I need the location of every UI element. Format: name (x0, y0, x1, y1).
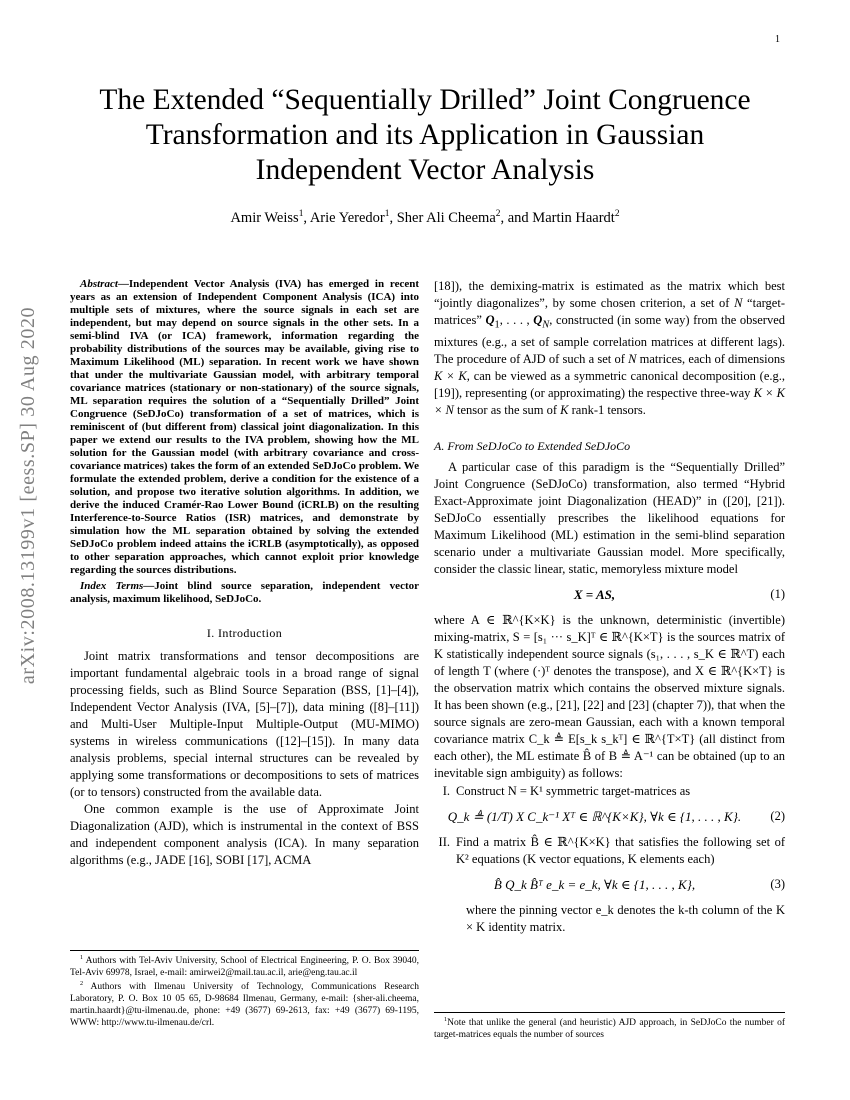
footnote-right (434, 1012, 785, 1041)
text-run: rank-1 tensors. (568, 402, 646, 417)
author-name: Amir Weiss (230, 210, 299, 226)
math-symbol: N (734, 296, 743, 310)
list-marker: II. (438, 834, 450, 849)
equation-3 (434, 873, 785, 897)
author-name: , Arie Yeredor (303, 210, 385, 226)
text-run: tensor as the sum of (453, 402, 561, 417)
footnote-text: Authors with Tel-Aviv University, School of Electrical Engineering, P. O. Box 39040, Tel-Aviv 69978, Israel, e-mail: amirwei2@mail.tau.ac.il, arie@eng.tau.ac.il (70, 956, 419, 978)
list-content: Find a matrix B̂ ∈ ℝ^{K×K} that satisfies the following set of K² equations (K vector equations, K elements each) (456, 834, 785, 866)
footnote-affiliation-2 (70, 981, 419, 1029)
math-symbol: N (628, 351, 637, 366)
page-number: 1 (775, 34, 780, 45)
math-subscript: N (542, 319, 550, 331)
subsection-heading-sedjoco: A. From SeDJoCo to Extended SeDJoCo (434, 438, 631, 453)
author-affiliation-mark: 2 (495, 209, 501, 220)
footnote-mark: 2 (80, 980, 84, 987)
abstract-label: Abstract (80, 278, 118, 290)
footnote-affiliation-1 (70, 955, 419, 979)
footnote-sedjoco (434, 1017, 785, 1041)
text-run: , . . . , (499, 313, 534, 327)
abstract (70, 278, 419, 577)
intro-paragraph-2: One common example is the use of Approximate Joint Diagonalization (AJD), which is instrumental in the context of BSS and independent component analysis (ICA). In many separation algorithms (e.g., JADE [16], SOBI [17], ACMA (70, 802, 419, 867)
sedjoco-paragraph: A particular case of this paradigm is the “Sequentially Drilled” Joint Congruence (SeDJoCo) transformation, also termed “Hybrid Exact-Approximate joint Diagonalization (HEAD)” in ([20], [21]). SeDJoCo essentially prescribes the likelihood equations for Maximum Likelihood (ML) estimation in the semi-blind separation scenario under a multivariate Gaussian model. More specifically, consider the classic linear, static, memoryless mixture model (434, 459, 785, 576)
math-symbol: Q (485, 313, 495, 327)
equation-body: Q_k ≜ (1/T) X C_k⁻¹ Xᵀ ∈ ℝ^{K×K}, ∀k ∈ {1, . . . , K}. (447, 809, 742, 824)
text-run: [18]), the demixing-matrix is estimated as the matrix which best “jointly diagonalizes”, by some chosen criterion, a set of (434, 279, 785, 310)
arxiv-side-stamp (8, 285, 50, 705)
section-heading-introduction: I. Introduction (206, 626, 283, 640)
list-marker: I. (442, 783, 450, 798)
math-symbol: K × K × N (434, 385, 785, 417)
text-run: “target-matrices” (434, 296, 785, 327)
author-name: , and Martin Haardt (500, 210, 615, 226)
equation-number: (3) (770, 877, 785, 891)
math-symbol: K (560, 402, 569, 417)
index-terms-text: —Joint blind source separation, independent vector analysis, maximum likelihood, SeDJoCo. (70, 580, 419, 605)
intro-paragraph-1: Joint matrix transformations and tensor decompositions are important fundamental algebraic tools in a broad range of signal processing fields, such as Blind Source Separation (BSS, [1]–[4]), Independent Vector Analysis (IVA, [5]–[7]), data mining ([8]–[11]) and Multi-User Multiple-Input Multiple-Output (MU-MIMO) systems in wireless communications ([12]–[15]). In many data analysis problems, special internal structures can be revealed by applying some transformations or decompositions to sets of matrices (or to tensors) constructed from the available data. (70, 649, 419, 799)
equation-number: (2) (770, 809, 785, 823)
footnote-text: Authors with Ilmenau University of Technology, Communications Research Laboratory, P. O. Box 10 05 65, D-98684 Ilmenau, Germany, e-mail: {sher-ali.cheema, martin.haardt}@tu-ilmenau.de, phone: +49 (3677) 69-2613, fax: +49 (3677) 69-1195, WWW: http://www.tu-ilmenau.de/crl. (70, 982, 419, 1028)
math-symbol: Q (533, 313, 543, 327)
equation-body: X = AS, (573, 587, 616, 602)
arxiv-stamp-text: arXiv:2008.13199v1 [eess.SP] 30 Aug 2020 (17, 306, 40, 684)
index-terms (70, 580, 419, 606)
list-item-find (434, 834, 785, 868)
equation-1 (434, 583, 785, 607)
equation-2 (434, 805, 785, 829)
paper-title: The Extended “Sequentially Drilled” Joint Congruence Transformation and its Application in Gaussian Independent Vector Analysis (99, 84, 751, 186)
footnotes-left (70, 950, 419, 1029)
pinning-vector-paragraph: where the pinning vector e_k denotes the k-th column of the K × K identity matrix. (466, 902, 785, 934)
footnote-mark: 1 (444, 1016, 448, 1023)
footnote-text: Note that unlike the general (and heuristic) AJD approach, in SeDJoCo the number of target-matrices equals the number of sources (434, 1018, 785, 1040)
right-column (434, 278, 785, 936)
list-content: Construct N = K¹ symmetric target-matrices as (456, 783, 691, 798)
text-run: matrices, each of dimensions (636, 351, 786, 366)
author-affiliation-mark: 1 (298, 209, 304, 220)
author-affiliation-mark: 2 (614, 209, 620, 220)
math-symbol: K × K (434, 368, 467, 383)
mixture-model-paragraph: where A ∈ ℝ^{K×K} is the unknown, deterministic (invertible) mixing-matrix, S = [s₁ ··· s_K]ᵀ ∈ ℝ^{K×T} is the sources matrix of K statistically independent source signals (s₁, . . . , s_K ∈ ℝ^T) each of length T (where (·)ᵀ denotes the transpose), and X ∈ ℝ^{K×T} is the observation matrix which contains the observed mixture signals. It has been shown (e.g., [21], [22] and [23] (chapter 7)), that when the source signals are zero-mean Gaussian, each with a known temporal covariance matrix C_k ≜ E[s_k s_kᵀ] ∈ ℝ^{T×T} (all distinct from each other), the ML estimate B̂ of B ≜ A⁻¹ can be obtained (up to an inevitable sign ambiguity) as follows: (434, 612, 785, 780)
footnote-mark: 1 (80, 954, 84, 961)
abstract-text: —Independent Vector Analysis (IVA) has emerged in recent years as an extension of Independent Component Analysis (ICA) into multiple sets of mixtures, where the source signals in each set are independent, but may depend on source signals in the other sets. In a semi-blind IVA (or ICA) framework, information regarding the probability distributions of the sources may be available, giving rise to Maximum Likelihood (ML) separation. In recent work we have shown that under the multivariate Gaussian model, with arbitrary temporal covariance matrices (stationary or non-stationary) of the source signals, ML separation requires the solution of a “Sequentially Drilled” Joint Congruence (SeDJoCo) transformation of a set of matrices, which is reminiscent of (but different from) classical joint diagonalization. In this paper we extend our results to the IVA problem, showing how the ML solution for the Gaussian model (with arbitrary covariance and cross-covariance matrices) takes the form of an extended SeDJoCo problem. We formulate the extended problem, derive a condition for the existence of a solution, and propose two iterative solution algorithms. In addition, we derive the induced Cramér-Rao Lower Bound (iCRLB) on the resulting Interference-to-Source Ratios (ISR) matrices, and demonstrate by simulation how the ML separation obtained by solving the extended SeDJoCo problem indeed attains the iCRLB (asymptotically), as opposed to other separation approaches, which cannot exploit prior knowledge regarding the sources distributions. (70, 278, 419, 576)
list-item-construct (434, 783, 785, 800)
math-subscript: 1 (494, 319, 500, 331)
author-list (70, 210, 780, 227)
text-run: , can be viewed as a symmetric canonical decomposition (e.g., [19]), representing (or approximating) the respective three-way (434, 368, 785, 400)
index-terms-label: Index Terms (80, 580, 144, 592)
equation-number: (1) (770, 587, 785, 601)
equation-body: B̂ Q_k B̂ᵀ e_k = e_k, ∀k ∈ {1, . . . , K}, (493, 877, 696, 892)
author-name: , Sher Ali Cheema (389, 210, 496, 226)
ajd-paragraph (434, 278, 785, 419)
author-affiliation-mark: 1 (384, 209, 390, 220)
left-column (70, 278, 419, 869)
text-run: , constructed (in some way) from the observed mixtures (e.g., a set of sample correlation matrices at different lags). The procedure of AJD of such a set of (434, 313, 786, 366)
